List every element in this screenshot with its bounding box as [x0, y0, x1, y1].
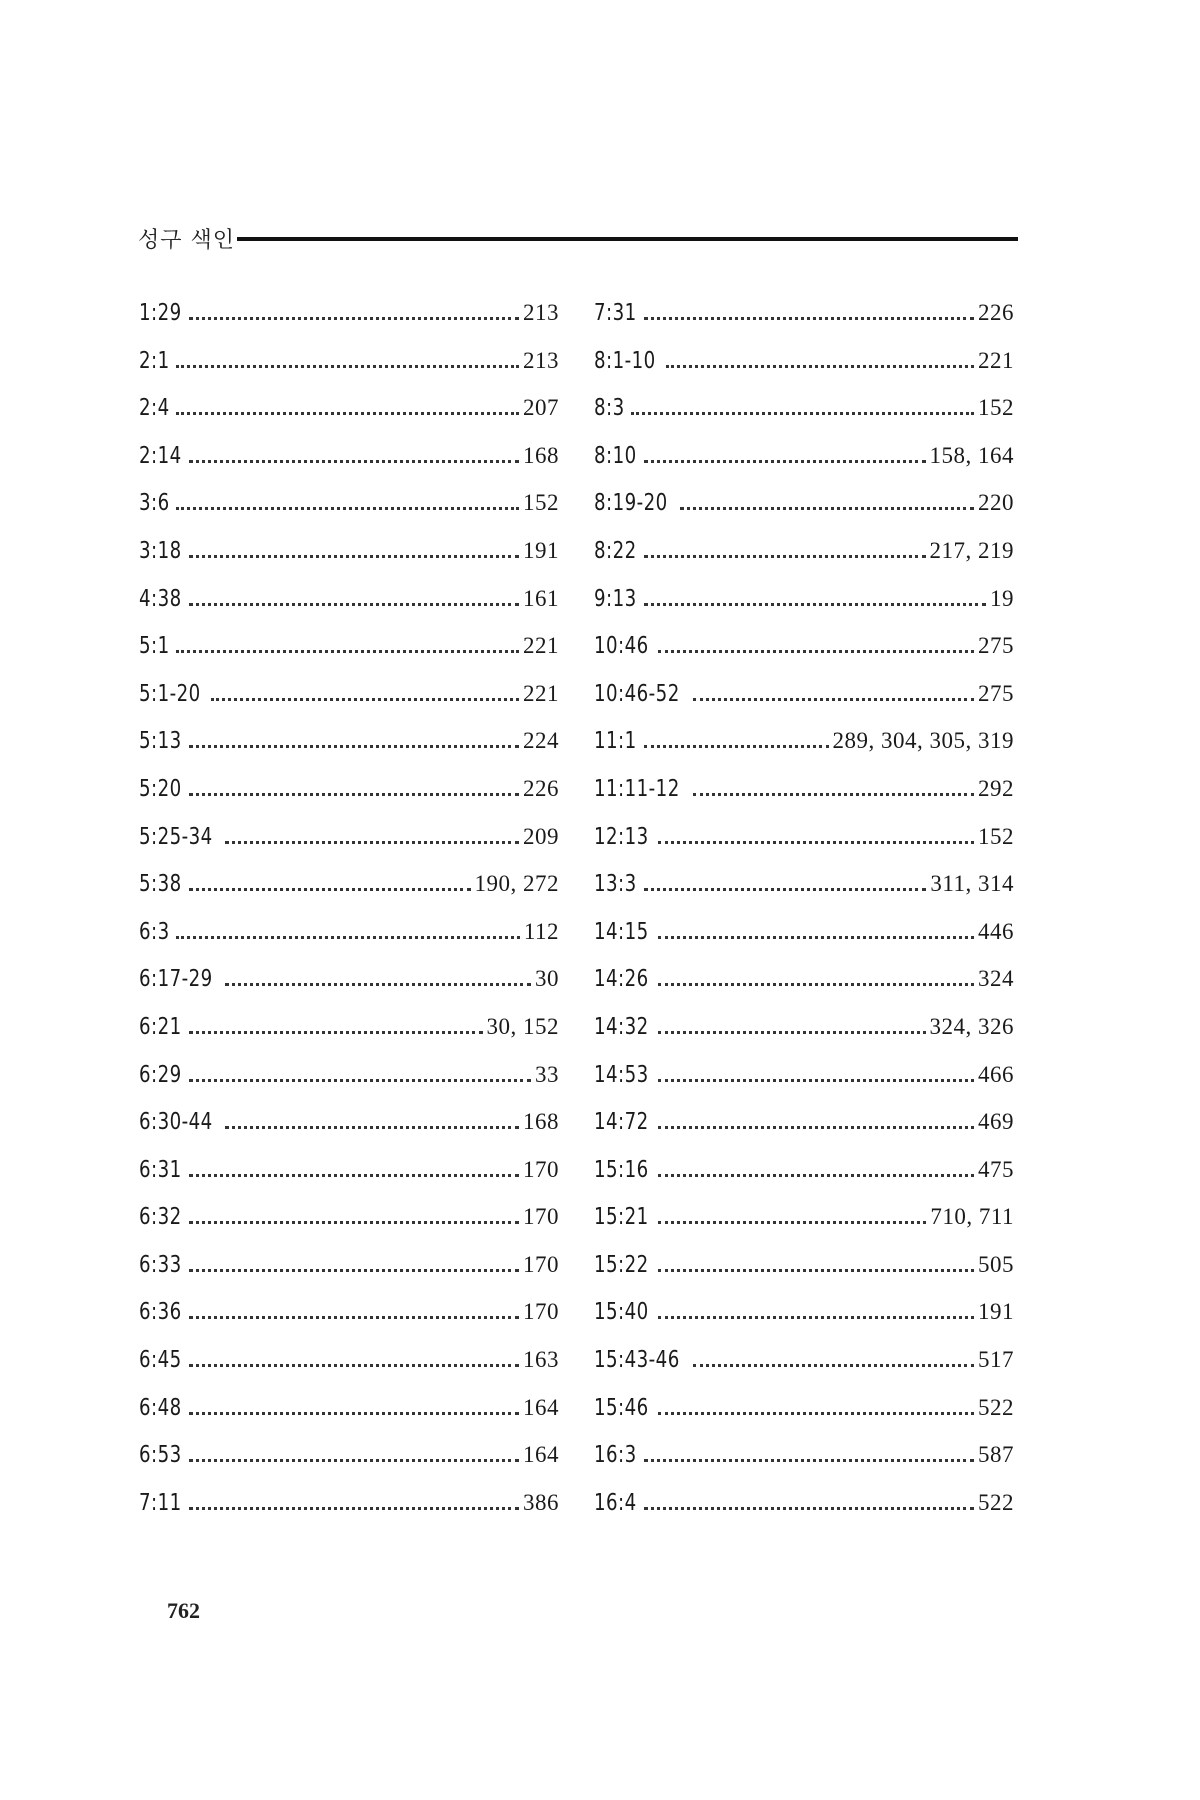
page-references: 221 [523, 633, 559, 659]
page-references: 213 [523, 347, 559, 373]
verse-reference: 3:18 [139, 537, 182, 564]
index-entry [594, 536, 1014, 584]
verse-reference: 7:11 [139, 1489, 182, 1516]
page-references: 207 [523, 395, 559, 421]
index-entry [594, 1012, 1014, 1060]
dot-leader [189, 555, 519, 558]
page-references: 152 [978, 395, 1014, 421]
page-references: 33 [535, 1061, 559, 1087]
index-entry [594, 488, 1014, 536]
page-references: 221 [978, 347, 1014, 373]
index-entry [139, 1297, 559, 1345]
dot-leader [658, 841, 974, 844]
dot-leader [644, 745, 828, 748]
index-entry [139, 1012, 559, 1060]
verse-reference: 16:3 [594, 1442, 637, 1469]
index-entry [594, 1060, 1014, 1108]
page-references: 152 [978, 823, 1014, 849]
dot-leader [666, 365, 974, 368]
dot-leader [644, 1459, 974, 1462]
page-references: 469 [978, 1109, 1014, 1135]
verse-reference: 6:45 [139, 1347, 182, 1374]
verse-reference: 8:1-10 [594, 347, 656, 374]
dot-leader [644, 460, 925, 463]
dot-leader [189, 1031, 482, 1034]
dot-leader [189, 745, 519, 748]
verse-reference: 10:46-52 [594, 680, 680, 707]
dot-leader [225, 1126, 519, 1129]
dot-leader [658, 1221, 926, 1224]
page-references: 163 [523, 1347, 559, 1373]
index-entry [139, 1155, 559, 1203]
dot-leader [189, 1364, 519, 1367]
page-references: 224 [523, 728, 559, 754]
index-entry [594, 631, 1014, 679]
index-entry [594, 584, 1014, 632]
page-references: 170 [523, 1204, 559, 1230]
dot-leader [658, 1031, 925, 1034]
dot-leader [211, 698, 519, 701]
dot-leader [189, 1316, 519, 1319]
verse-reference: 6:32 [139, 1204, 182, 1231]
page-references: 168 [523, 442, 559, 468]
dot-leader [176, 412, 519, 415]
dot-leader [189, 1221, 519, 1224]
index-entry [139, 1202, 559, 1250]
dot-leader [189, 1174, 519, 1177]
dot-leader [176, 650, 519, 653]
dot-leader [189, 1269, 519, 1272]
index-entry [594, 679, 1014, 727]
page-references: 466 [978, 1061, 1014, 1087]
page-references: 190, 272 [474, 871, 559, 897]
index-entry [139, 679, 559, 727]
page-references: 324, 326 [929, 1013, 1014, 1039]
verse-reference: 1:29 [139, 300, 182, 326]
dot-leader [658, 936, 974, 939]
index-entry [139, 584, 559, 632]
page-references: 217, 219 [929, 537, 1014, 563]
verse-reference: 14:26 [594, 966, 649, 993]
verse-reference: 5:25-34 [139, 823, 213, 850]
index-entry [594, 1202, 1014, 1250]
verse-reference: 6:17-29 [139, 966, 213, 993]
verse-reference: 6:33 [139, 1251, 182, 1278]
page-references: 505 [978, 1251, 1014, 1277]
index-entry [594, 1488, 1014, 1536]
dot-leader [658, 983, 974, 986]
dot-leader [693, 1364, 974, 1367]
dot-leader [189, 793, 519, 796]
verse-reference: 6:53 [139, 1442, 182, 1469]
verse-reference: 11:1 [594, 728, 637, 755]
verse-reference: 15:43-46 [594, 1347, 680, 1374]
dot-leader [658, 650, 974, 653]
index-entry [139, 488, 559, 536]
index-entry [594, 441, 1014, 489]
index-entry [139, 1107, 559, 1155]
page-references: 191 [523, 537, 559, 563]
index-entry [594, 393, 1014, 441]
index-entry [594, 346, 1014, 394]
page-references: 170 [523, 1156, 559, 1182]
page-references: 275 [978, 680, 1014, 706]
index-entry [594, 1440, 1014, 1488]
page-references: 30, 152 [486, 1013, 559, 1039]
verse-reference: 12:13 [594, 823, 649, 850]
verse-reference: 5:38 [139, 871, 182, 898]
index-entry [594, 1393, 1014, 1441]
dot-leader [189, 888, 470, 891]
page-references: 522 [978, 1489, 1014, 1515]
dot-leader [644, 603, 986, 606]
page-references: 170 [523, 1299, 559, 1325]
index-entry [139, 346, 559, 394]
index-entry [594, 298, 1014, 346]
verse-reference: 6:21 [139, 1013, 182, 1040]
page-references: 226 [523, 775, 559, 801]
page-references: 168 [523, 1109, 559, 1135]
page-references: 517 [978, 1347, 1014, 1373]
page-references: 292 [978, 775, 1014, 801]
dot-leader [658, 1412, 974, 1415]
page-references: 446 [978, 918, 1014, 944]
index-entry [139, 1250, 559, 1298]
page-references: 386 [523, 1489, 559, 1515]
header-rule [237, 237, 1018, 241]
page-references: 158, 164 [929, 442, 1014, 468]
dot-leader [644, 317, 974, 320]
page-references: 209 [523, 823, 559, 849]
verse-reference: 3:6 [139, 490, 170, 517]
verse-reference: 15:21 [594, 1204, 649, 1231]
dot-leader [693, 698, 974, 701]
page-references: 275 [978, 633, 1014, 659]
index-entry [594, 822, 1014, 870]
verse-reference: 9:13 [594, 585, 637, 612]
page-references: 324 [978, 966, 1014, 992]
page-references: 221 [523, 680, 559, 706]
verse-reference: 6:30-44 [139, 1109, 213, 1136]
index-entry [594, 869, 1014, 917]
verse-reference: 16:4 [594, 1489, 637, 1516]
index-entry [139, 1060, 559, 1108]
dot-leader [644, 555, 925, 558]
verse-reference: 8:22 [594, 537, 637, 564]
index-entry [594, 726, 1014, 774]
verse-reference: 5:13 [139, 728, 182, 755]
index-entry [594, 774, 1014, 822]
page-references: 30 [535, 966, 559, 992]
dot-leader [189, 603, 519, 606]
index-entry [139, 822, 559, 870]
index-entry [594, 1297, 1014, 1345]
verse-reference: 15:46 [594, 1394, 649, 1421]
verse-reference: 7:31 [594, 300, 637, 326]
index-entry [139, 1488, 559, 1536]
verse-reference: 8:19-20 [594, 490, 668, 517]
verse-reference: 14:32 [594, 1013, 649, 1040]
index-entry [139, 917, 559, 965]
index-entry [139, 1345, 559, 1393]
verse-reference: 2:1 [139, 347, 170, 374]
page-number: 762 [167, 1598, 200, 1623]
page-references: 19 [990, 585, 1014, 611]
verse-reference: 13:3 [594, 871, 637, 898]
page-references: 710, 711 [930, 1204, 1014, 1230]
dot-leader [644, 888, 926, 891]
verse-reference: 14:15 [594, 918, 649, 945]
page-references: 213 [523, 300, 559, 325]
dot-leader [189, 317, 519, 320]
dot-leader [644, 1507, 974, 1510]
index-entry [139, 726, 559, 774]
index-column-left [139, 298, 559, 1535]
index-entry [594, 917, 1014, 965]
verse-reference: 6:31 [139, 1156, 182, 1183]
verse-reference: 2:4 [139, 395, 170, 422]
verse-reference: 6:3 [139, 918, 170, 945]
dot-leader [693, 793, 974, 796]
dot-leader [631, 412, 974, 415]
verse-reference: 4:38 [139, 585, 182, 612]
verse-reference: 5:1 [139, 633, 170, 660]
index-entry [594, 1155, 1014, 1203]
dot-leader [176, 365, 519, 368]
dot-leader [658, 1316, 974, 1319]
page-references: 164 [523, 1442, 559, 1468]
page-references: 220 [978, 490, 1014, 516]
dot-leader [189, 1507, 519, 1510]
index-entry [594, 964, 1014, 1012]
verse-reference: 11:11-12 [594, 775, 680, 802]
dot-leader [658, 1269, 974, 1272]
verse-reference: 5:1-20 [139, 680, 201, 707]
running-header [138, 218, 1018, 258]
dot-leader [225, 841, 519, 844]
verse-reference: 10:46 [594, 633, 649, 660]
page-references: 226 [978, 300, 1014, 325]
index-entry [594, 1107, 1014, 1155]
dot-leader [658, 1126, 974, 1129]
index-entry [594, 1250, 1014, 1298]
verse-reference: 5:20 [139, 775, 182, 802]
dot-leader [176, 936, 520, 939]
index-entry [139, 536, 559, 584]
dot-leader [658, 1079, 974, 1082]
index-entry [139, 869, 559, 917]
dot-leader [189, 1459, 519, 1462]
page-references: 587 [978, 1442, 1014, 1468]
verse-reference: 6:36 [139, 1299, 182, 1326]
page-references: 164 [523, 1394, 559, 1420]
verse-reference: 6:29 [139, 1061, 182, 1088]
verse-reference: 8:3 [594, 395, 625, 422]
index-entry [139, 964, 559, 1012]
index-entry [139, 298, 559, 346]
dot-leader [680, 507, 974, 510]
header-title: 성구 색인 [138, 227, 236, 253]
verse-reference: 8:10 [594, 442, 637, 469]
page-references: 289, 304, 305, 319 [832, 728, 1014, 754]
index-entry [139, 774, 559, 822]
index-entry [139, 393, 559, 441]
page-references: 170 [523, 1251, 559, 1277]
page-references: 112 [523, 918, 559, 944]
page-references: 152 [523, 490, 559, 516]
index-column-right [594, 298, 1014, 1535]
page-references: 311, 314 [930, 871, 1014, 897]
dot-leader [189, 460, 519, 463]
page-references: 475 [978, 1156, 1014, 1182]
verse-reference: 6:48 [139, 1394, 182, 1421]
dot-leader [189, 1079, 531, 1082]
dot-leader [225, 983, 531, 986]
dot-leader [658, 1174, 974, 1177]
index-entry [139, 1393, 559, 1441]
index-entry [139, 441, 559, 489]
dot-leader [189, 1412, 519, 1415]
verse-reference: 14:72 [594, 1109, 649, 1136]
index-entry [594, 1345, 1014, 1393]
verse-reference: 15:22 [594, 1251, 649, 1278]
verse-reference: 2:14 [139, 442, 182, 469]
verse-reference: 15:16 [594, 1156, 649, 1183]
page-references: 191 [978, 1299, 1014, 1325]
page-references: 522 [978, 1394, 1014, 1420]
dot-leader [176, 507, 519, 510]
verse-reference: 14:53 [594, 1061, 649, 1088]
page-references: 161 [523, 585, 559, 611]
index-entry [139, 631, 559, 679]
index-entry [139, 1440, 559, 1488]
verse-reference: 15:40 [594, 1299, 649, 1326]
